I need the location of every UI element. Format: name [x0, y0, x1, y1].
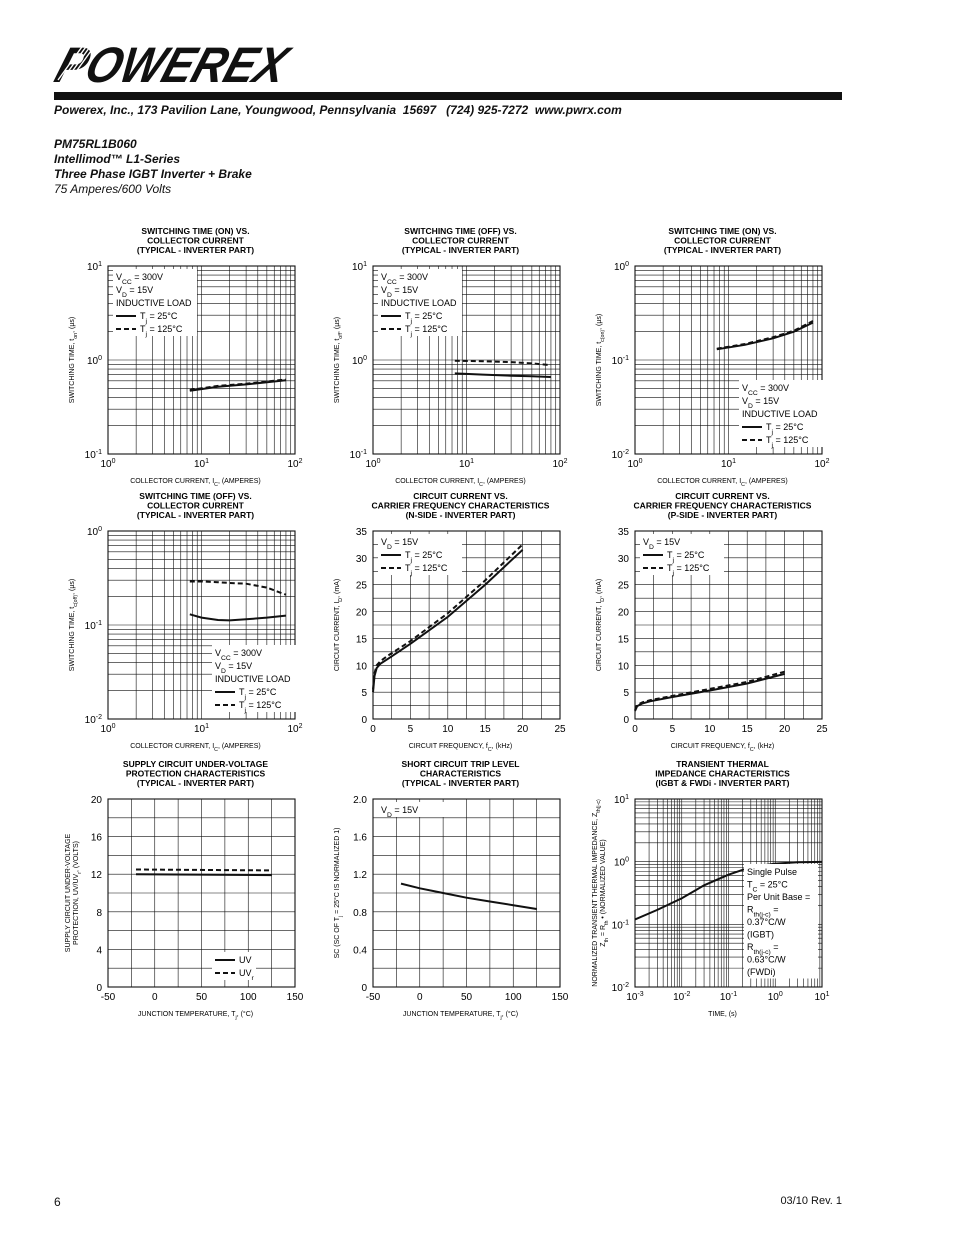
x-tick-label: 15: [741, 724, 753, 735]
chart-annotation: Per Unit Base =: [747, 892, 811, 902]
x-tick-label: $10^2$: [552, 458, 568, 470]
chart-title-line: CARRIER FREQUENCY CHARACTERISTICS: [633, 500, 812, 511]
y-tick-label: 15: [617, 634, 629, 646]
y-tick-label: 10: [617, 661, 629, 673]
chart-title-line: (IGBT & FWDi - INVERTER PART): [655, 778, 790, 788]
legend-label: $T_j = 125^\circ C$: [667, 563, 710, 577]
y-tick-label: $10^{-1}$: [611, 919, 629, 932]
y-tick-label: $10^0$: [86, 355, 102, 367]
x-tick-label: 10: [704, 724, 716, 735]
chart-annotation: $V_{CC} = 300V$: [742, 383, 790, 397]
y-tick-label: 35: [617, 527, 629, 538]
y-tick-label: 12: [90, 870, 102, 882]
y-tick-label: $10^1$: [351, 261, 367, 273]
x-tick-label: $10^2$: [287, 723, 303, 735]
chart-title-line: CIRCUIT CURRENT VS.: [675, 491, 770, 501]
y-tick-label: $10^1$: [613, 794, 629, 806]
y-tick-label: 15: [355, 634, 367, 646]
product-info: [54, 137, 252, 197]
chart-annotation: $V_{CC} = 300V$: [215, 648, 263, 662]
y-tick-label: $10^0$: [613, 261, 629, 273]
y-axis-label: SWITCHING TIME, $t_{off}$, (µs): [334, 316, 344, 404]
chart-title-line: PROTECTION CHARACTERISTICS: [125, 768, 266, 779]
chart-annotation: 0.37°C/W: [747, 917, 786, 927]
legend-label: $T_j = 25^\circ C$: [239, 687, 277, 701]
page-number: 6: [54, 1195, 61, 1209]
logo-text: POWEREX: [48, 37, 323, 93]
x-tick-label: $10^2$: [287, 458, 303, 470]
x-tick-label: 15: [479, 724, 491, 735]
powerex-logo: [48, 37, 323, 93]
x-tick-label: 10: [442, 724, 454, 735]
x-tick-label: 50: [460, 992, 473, 1003]
grid-lines: [108, 799, 295, 987]
legend-label: UV: [239, 955, 252, 965]
x-tick-label: 100: [239, 992, 257, 1003]
x-tick-label: 150: [551, 992, 569, 1003]
x-tick-label: 20: [517, 724, 529, 735]
y-axis-label: SWITCHING TIME, $t_{on}$, (µs): [69, 316, 79, 404]
product-description: Three Phase IGBT Inverter + Brake: [54, 167, 252, 181]
chart-3: [587, 226, 847, 488]
legend-label: $T_j = 25^\circ C$: [405, 550, 443, 564]
x-tick-label: 150: [286, 992, 304, 1003]
y-tick-label: 25: [355, 580, 367, 592]
x-tick-label: $10^{-3}$: [626, 991, 644, 1003]
x-tick-label: -50: [365, 992, 381, 1003]
y-tick-label: 2.0: [353, 795, 367, 806]
y-tick-label: $10^{-1}$: [611, 355, 629, 367]
y-axis-label: NORMALIZED TRANSIENT THERMAL IMPEDANCE, $Z_{th(j-c)}$: [592, 799, 602, 987]
chart-title-line: SWITCHING TIME (ON) VS.: [668, 226, 777, 236]
series-line-1: [136, 874, 272, 875]
y-axis-label: SUPPLY CIRCUIT UNDER-VOLTAGE: [65, 833, 72, 953]
chart-annotation: $V_D = 15V$: [381, 537, 419, 551]
revision-label: 03/10 Rev. 1: [780, 1195, 842, 1207]
y-tick-label: $10^0$: [351, 355, 367, 367]
chart-title-line: (TYPICAL - INVERTER PART): [136, 510, 255, 520]
legend-label: $T_j = 25^\circ C$: [405, 311, 443, 325]
chart-annotation: INDUCTIVE LOAD: [116, 298, 192, 308]
y-tick-label: 0: [96, 983, 102, 994]
y-tick-label: $10^{-2}$: [84, 714, 102, 726]
chart-annotation: $V_D = 15V$: [742, 396, 780, 410]
y-axis-label: SWITCHING TIME, $t_{c(off)}$, (µs): [69, 578, 79, 672]
x-tick-label: 0: [416, 992, 423, 1003]
chart-title-line: COLLECTOR CURRENT: [412, 235, 509, 246]
y-tick-label: $10^0$: [613, 856, 629, 869]
chart-title-line: (TYPICAL - INVERTER PART): [401, 245, 520, 255]
chart-annotation: $V_{CC} = 300V$: [381, 272, 429, 286]
grid-lines: [373, 799, 560, 987]
chart-title-line: (TYPICAL - INVERTER PART): [136, 778, 255, 788]
x-tick-label: $10^0$: [627, 458, 643, 470]
chart-7: [60, 759, 320, 1021]
x-tick-label: $10^1$: [458, 458, 475, 470]
chart-annotation: $V_D = 15V$: [381, 285, 419, 299]
y-tick-label: 10: [355, 661, 367, 673]
series-name: Intellimod™ L1-Series: [54, 152, 181, 166]
x-tick-label: -50: [100, 992, 116, 1003]
x-tick-label: $10^1$: [193, 723, 210, 735]
chart-title-line: IMPEDANCE CHARACTERISTICS: [655, 768, 790, 779]
x-tick-label: 0: [370, 724, 376, 735]
chart-annotation: $V_D = 15V$: [215, 661, 253, 675]
y-axis-label: CIRCUIT CURRENT, $I_D$, (mA): [334, 578, 344, 672]
y-tick-label: 1.6: [353, 832, 367, 844]
chart-annotation: $V_{CC} = 300V$: [116, 272, 164, 286]
x-tick-label: 100: [504, 992, 522, 1003]
series-line-1: [190, 614, 286, 620]
chart-title-line: CHARACTERISTICS: [419, 768, 502, 779]
y-tick-label: 25: [617, 580, 629, 592]
chart-title-line: SWITCHING TIME (OFF) VS.: [139, 491, 252, 501]
x-axis-label: TIME, (s): [708, 1011, 737, 1018]
product-rating: 75 Amperes/600 Volts: [54, 182, 172, 196]
y-tick-label: 16: [90, 832, 102, 844]
legend-label: $T_j = 125^\circ C$: [239, 700, 282, 714]
chart-annotation: Single Pulse: [747, 867, 798, 877]
y-tick-label: 0: [361, 983, 367, 994]
chart-title-line: (P-SIDE - INVERTER PART): [667, 510, 778, 520]
y-tick-label: 0: [623, 715, 629, 726]
x-axis-label: JUNCTION TEMPERATURE, $T_j$, (°C): [402, 1011, 519, 1021]
y-tick-label: 8: [96, 907, 102, 919]
company-address: Powerex, Inc., 173 Pavilion Lane, Youngwood, Pennsylvania 15697 (724) 925-7272 www.pwrx.com: [54, 103, 622, 117]
chart-annotation: INDUCTIVE LOAD: [742, 409, 818, 419]
chart-annotation: $R_{th(j-c)}$ =: [747, 904, 779, 918]
chart-6: [587, 491, 847, 753]
y-tick-label: 5: [623, 688, 629, 700]
series-line-2: [717, 321, 813, 349]
series-line-2: [190, 582, 286, 595]
chart-title-line: (TYPICAL - INVERTER PART): [663, 245, 782, 255]
x-axis-label: COLLECTOR CURRENT, $I_C$, (AMPERES): [657, 478, 788, 488]
chart-annotation: $R_{th(j-c)}$ =: [747, 942, 779, 956]
chart-title-line: (N-SIDE - INVERTER PART): [405, 510, 516, 520]
y-tick-label: $10^1$: [86, 261, 102, 273]
chart-title-line: TRANSIENT THERMAL: [676, 759, 769, 769]
y-axis-label: $Z_{th} = R_{th}$ • (NORMALIZED VALUE): [600, 839, 610, 947]
series-line-1: [455, 373, 551, 377]
x-axis-label: COLLECTOR CURRENT, $I_C$, (AMPERES): [130, 743, 261, 753]
chart-title-line: SUPPLY CIRCUIT UNDER-VOLTAGE: [122, 759, 269, 769]
chart-2: [325, 226, 585, 488]
y-tick-label: 20: [617, 607, 629, 619]
chart-annotation: $T_C = 25^\circ C$: [747, 879, 788, 893]
x-tick-label: $10^1$: [720, 458, 737, 470]
legend-label: $T_j = 125^\circ C$: [405, 563, 448, 577]
y-tick-label: 35: [355, 527, 367, 538]
chart-4: [60, 491, 320, 753]
x-tick-label: 20: [779, 724, 791, 735]
y-axis-label: PROTECTION, $UV/UV_r$, (VOLTS): [73, 841, 83, 945]
chart-annotation: $V_D = 15V$: [643, 537, 681, 551]
x-tick-label: $10^2$: [814, 458, 830, 470]
x-tick-label: $10^{-1}$: [719, 991, 738, 1003]
chart-annotation: INDUCTIVE LOAD: [215, 674, 291, 684]
x-axis-label: COLLECTOR CURRENT, $I_C$, (AMPERES): [130, 478, 261, 488]
chart-title-line: (TYPICAL - INVERTER PART): [401, 778, 520, 788]
x-tick-label: 25: [816, 724, 828, 735]
x-axis-label: COLLECTOR CURRENT, $I_C$, (AMPERES): [395, 478, 526, 488]
legend-label: $UV_r$: [239, 968, 254, 982]
x-tick-label: $10^0$: [365, 458, 381, 470]
chart-annotation: (FWDi): [747, 967, 776, 977]
y-tick-label: 20: [90, 795, 102, 806]
y-tick-label: 0: [361, 715, 367, 726]
y-tick-label: $10^{-2}$: [611, 982, 629, 994]
y-axis-label: CIRCUIT CURRENT, $I_D$, (mA): [596, 578, 606, 672]
series-line-1: [401, 884, 537, 909]
chart-title-line: COLLECTOR CURRENT: [674, 235, 771, 246]
x-tick-label: 25: [554, 724, 566, 735]
x-axis-label: JUNCTION TEMPERATURE, $T_j$, (°C): [137, 1011, 254, 1021]
chart-title-line: CARRIER FREQUENCY CHARACTERISTICS: [371, 500, 550, 511]
chart-title-line: CIRCUIT CURRENT VS.: [413, 491, 508, 501]
chart-5: [325, 491, 585, 753]
chart-title-line: (TYPICAL - INVERTER PART): [136, 245, 255, 255]
chart-title-line: SHORT CIRCUIT TRIP LEVEL: [401, 759, 520, 769]
y-tick-label: 5: [361, 688, 367, 700]
x-tick-label: 50: [195, 992, 208, 1003]
chart-title-line: SWITCHING TIME (OFF) VS.: [404, 226, 517, 236]
chart-annotation: 0.63°C/W: [747, 954, 786, 965]
chart-annotation: $V_D = 15V$: [381, 805, 419, 819]
legend-label: $T_j = 25^\circ C$: [140, 311, 178, 325]
y-tick-label: 0.4: [353, 945, 367, 957]
legend-label: $T_j = 25^\circ C$: [766, 422, 804, 436]
y-axis-label: SC (SC OF $T_j = 25^\circ C$ IS NORMALIZED 1): [334, 827, 344, 959]
y-tick-label: 30: [617, 553, 629, 565]
legend-label: $T_j = 125^\circ C$: [405, 324, 448, 338]
y-tick-label: 1.2: [353, 870, 367, 882]
x-tick-label: $10^0$: [100, 458, 116, 470]
legend-label: $T_j = 25^\circ C$: [667, 550, 705, 564]
x-axis-label: CIRCUIT FREQUENCY, $f_C$, (kHz): [408, 743, 513, 753]
chart-title-line: COLLECTOR CURRENT: [147, 235, 244, 246]
y-tick-label: $10^{-1}$: [349, 449, 367, 461]
chart-8: [325, 759, 585, 1021]
chart-annotation: $V_D = 15V$: [116, 285, 154, 299]
legend-label: $T_j = 125^\circ C$: [766, 435, 809, 449]
chart-9: [587, 759, 847, 1021]
x-axis-label: CIRCUIT FREQUENCY, $f_C$, (kHz): [670, 743, 775, 753]
x-tick-label: $10^1$: [814, 991, 830, 1003]
legend-label: $T_j = 125^\circ C$: [140, 324, 183, 338]
y-tick-label: 20: [355, 607, 367, 619]
y-tick-label: $10^{-1}$: [84, 620, 102, 632]
x-tick-label: $10^1$: [193, 458, 210, 470]
series-line-1: [717, 323, 813, 350]
y-tick-label: 4: [96, 945, 102, 957]
x-tick-label: 5: [407, 724, 414, 735]
chart-title-line: SWITCHING TIME (ON) VS.: [141, 226, 250, 236]
chart-annotation: (IGBT): [747, 929, 774, 940]
x-tick-label: 5: [669, 724, 676, 735]
y-tick-label: 30: [355, 553, 367, 565]
y-tick-label: 0.8: [353, 907, 367, 919]
y-tick-label: $10^{-2}$: [611, 449, 629, 461]
chart-title-line: COLLECTOR CURRENT: [147, 500, 244, 511]
header-rule: [54, 92, 842, 100]
x-tick-label: 0: [151, 992, 158, 1003]
y-tick-label: $10^{-1}$: [84, 449, 102, 461]
series-line-2: [136, 870, 272, 871]
x-tick-label: $10^{-2}$: [673, 991, 691, 1003]
x-tick-label: 0: [632, 724, 638, 735]
x-tick-label: $10^0$: [100, 723, 116, 735]
y-tick-label: $10^0$: [86, 526, 102, 538]
x-tick-label: $10^0$: [767, 991, 783, 1003]
y-axis-label: SWITCHING TIME, $t_{c(on)}$, (µs): [596, 313, 606, 407]
part-number: PM75RL1B060: [54, 137, 137, 151]
chart-1: [60, 226, 320, 488]
chart-annotation: INDUCTIVE LOAD: [381, 298, 457, 308]
